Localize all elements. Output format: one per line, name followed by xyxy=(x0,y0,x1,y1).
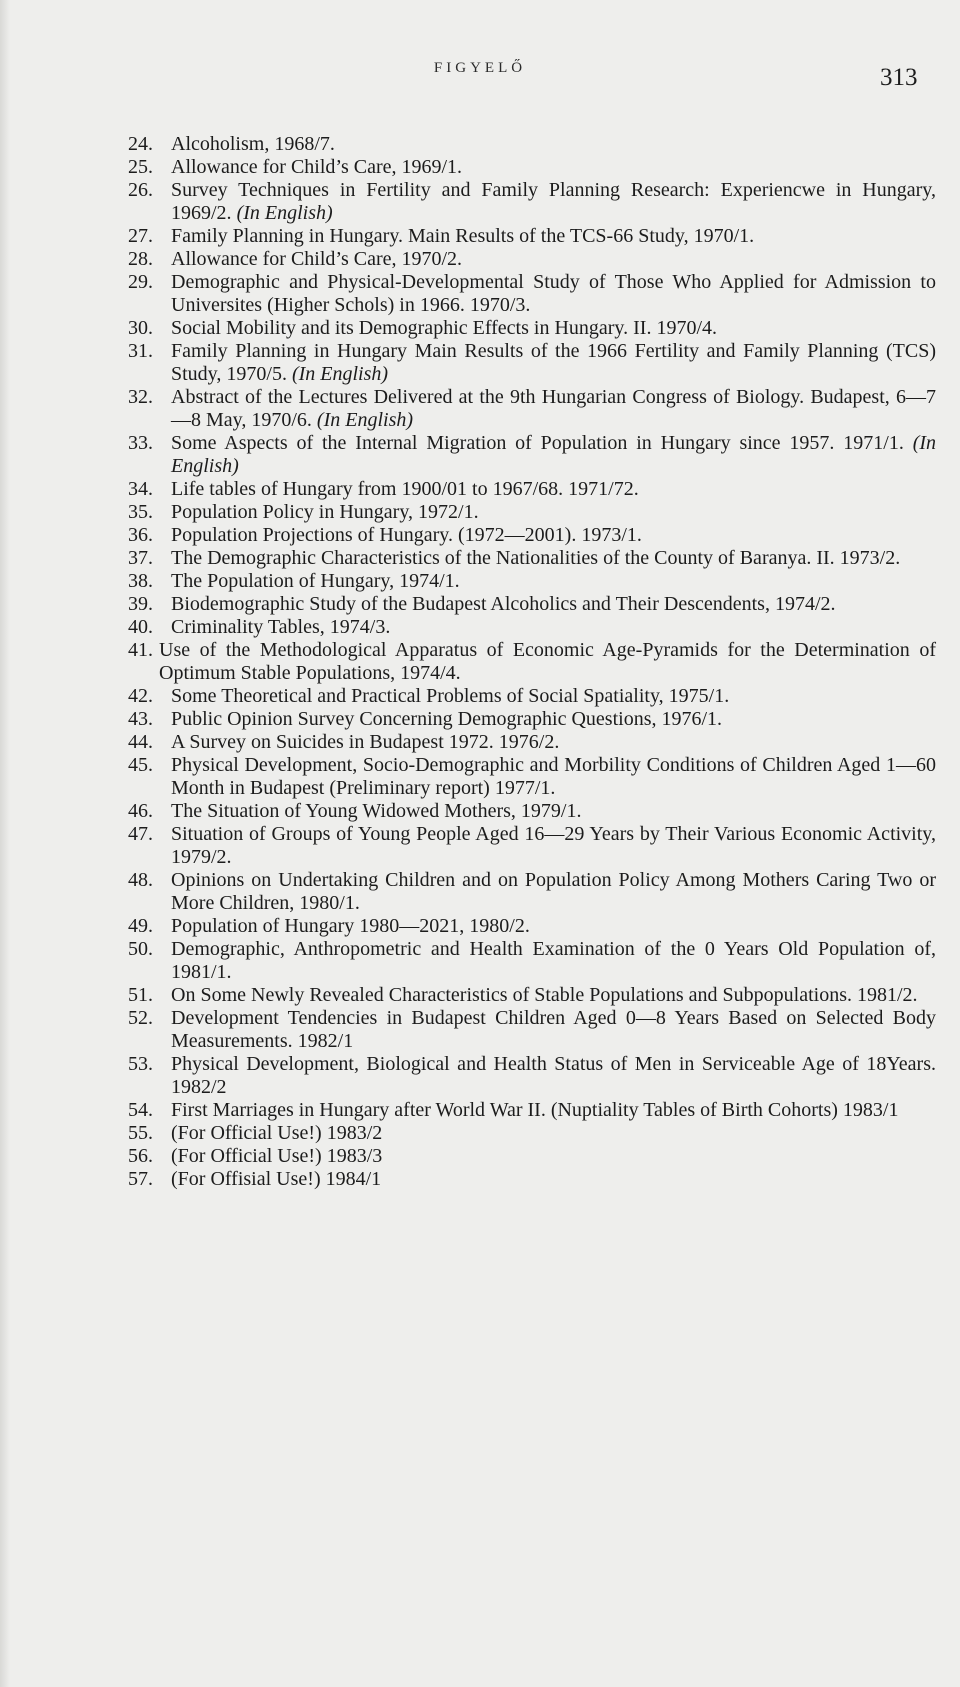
entry-title xyxy=(171,524,936,547)
entry-title xyxy=(171,133,936,156)
list-item xyxy=(128,570,936,593)
entry-number: 44. xyxy=(128,731,153,753)
page-number: 313 xyxy=(880,64,918,91)
entry-number: 41. xyxy=(128,639,153,661)
list-item xyxy=(128,133,936,156)
language-note: (In English) xyxy=(316,409,414,431)
entry-number: 39. xyxy=(128,593,153,615)
list-item xyxy=(128,754,936,800)
entry-text: (For Official Use!) 1983/2 xyxy=(171,1122,383,1144)
entry-title xyxy=(171,1099,936,1122)
entry-text: Use of the Methodological Apparatus of Economic Age-Pyramids for the Determination of Optimum Stable Populations, 1974/4. xyxy=(159,639,936,684)
entry-number: 50. xyxy=(128,938,153,960)
list-item xyxy=(128,248,936,271)
entry-number: 57. xyxy=(128,1168,153,1190)
page-edge-shadow xyxy=(0,0,10,1687)
entry-title xyxy=(171,248,936,271)
entry-text: The Demographic Characteristics of the Nationalities of the County of Baranya. II. 1973/2. xyxy=(171,547,901,569)
list-item xyxy=(128,225,936,248)
list-item xyxy=(128,547,936,570)
list-item xyxy=(128,616,936,639)
entry-title xyxy=(171,616,936,639)
language-note: (In English) xyxy=(236,202,333,224)
entry-title xyxy=(171,271,936,317)
entry-text: Some Aspects of the Internal Migration of Population in Hungary since 1957. 1971/1. xyxy=(171,432,904,454)
list-item xyxy=(128,271,936,317)
list-item xyxy=(128,432,936,478)
entry-text: Some Theoretical and Practical Problems of Social Spatiality, 1975/1. xyxy=(171,685,730,707)
entry-text: Allowance for Child’s Care, 1970/2. xyxy=(171,248,463,270)
entry-title xyxy=(171,156,936,179)
entry-number: 25. xyxy=(128,156,153,178)
list-item xyxy=(128,1099,936,1122)
entry-number: 33. xyxy=(128,432,153,454)
entry-title xyxy=(159,639,936,685)
entry-text: Public Opinion Survey Concerning Demographic Questions, 1976/1. xyxy=(171,708,723,730)
entry-title xyxy=(171,754,936,800)
entry-number: 31. xyxy=(128,340,153,362)
list-item xyxy=(128,685,936,708)
entry-title xyxy=(171,570,936,593)
entry-title xyxy=(171,685,936,708)
entry-text: Population Projections of Hungary. (1972—2001). 1973/1. xyxy=(171,524,642,546)
entry-text: Situation of Groups of Young People Aged 16—29 Years by Their Various Economic Activity, 1979/2. xyxy=(171,823,936,868)
entry-text: Family Planning in Hungary Main Results of the 1966 Fertility and Family Planning (TCS) Study, 1970/5. xyxy=(171,340,936,385)
list-item xyxy=(128,1122,936,1145)
list-item xyxy=(128,984,936,1007)
entry-title xyxy=(171,915,936,938)
entry-number: 56. xyxy=(128,1145,153,1167)
list-item xyxy=(128,179,936,225)
entry-title xyxy=(171,501,936,524)
entry-text: Criminality Tables, 1974/3. xyxy=(171,616,391,638)
entry-text: Allowance for Child’s Care, 1969/1. xyxy=(171,156,463,178)
entry-number: 34. xyxy=(128,478,153,500)
entry-text: (For Official Use!) 1983/3 xyxy=(171,1145,383,1167)
entry-text: On Some Newly Revealed Characteristics of Stable Populations and Subpopulations. 1981/2. xyxy=(171,984,918,1006)
entry-text: Family Planning in Hungary. Main Results of the TCS-66 Study, 1970/1. xyxy=(171,225,755,247)
entry-title xyxy=(171,1145,936,1168)
list-item xyxy=(128,501,936,524)
entry-number: 26. xyxy=(128,179,153,201)
entry-text: First Marriages in Hungary after World War II. (Nuptiality Tables of Birth Cohorts) 1983/1 xyxy=(171,1099,899,1121)
entry-title xyxy=(171,1168,936,1191)
publication-list xyxy=(128,133,936,1191)
entry-text: Physical Development, Biological and Health Status of Men in Serviceable Age of 18Years. 1982/2 xyxy=(171,1053,936,1098)
list-item xyxy=(128,800,936,823)
list-item xyxy=(128,478,936,501)
entry-title xyxy=(171,225,936,248)
entry-text: Population of Hungary 1980—2021, 1980/2. xyxy=(171,915,530,937)
running-head: FIGYELŐ xyxy=(433,60,527,76)
list-item xyxy=(128,1007,936,1053)
entry-text: Demographic and Physical-Developmental Study of Those Who Applied for Admission to Universites (Higher Schols) in 1966. 1970/3. xyxy=(171,271,936,316)
entry-number: 43. xyxy=(128,708,153,730)
entry-number: 27. xyxy=(128,225,153,247)
language-note: (In English) xyxy=(291,363,389,385)
list-item xyxy=(128,915,936,938)
list-item xyxy=(128,386,936,432)
entry-text: (For Offisial Use!) 1984/1 xyxy=(171,1168,382,1190)
entry-number: 54. xyxy=(128,1099,153,1121)
list-item xyxy=(128,869,936,915)
entry-text: Opinions on Undertaking Children and on Population Policy Among Mothers Caring Two or More Children, 1980/1. xyxy=(171,869,936,914)
entry-text: Life tables of Hungary from 1900/01 to 1967/68. 1971/72. xyxy=(171,478,639,500)
list-item xyxy=(128,524,936,547)
entry-text: Alcoholism, 1968/7. xyxy=(171,133,335,155)
list-item xyxy=(128,593,936,616)
entry-number: 49. xyxy=(128,915,153,937)
entry-number: 45. xyxy=(128,754,153,776)
entry-title xyxy=(171,708,936,731)
list-item xyxy=(128,1168,936,1191)
entry-title xyxy=(171,386,936,432)
entry-title xyxy=(171,1122,936,1145)
list-item xyxy=(128,731,936,754)
entry-title xyxy=(171,340,936,386)
entry-number: 36. xyxy=(128,524,153,546)
entry-number: 24. xyxy=(128,133,153,155)
list-item xyxy=(128,156,936,179)
entry-title xyxy=(171,593,936,616)
list-item xyxy=(128,938,936,984)
entry-text: Biodemographic Study of the Budapest Alcoholics and Their Descendents, 1974/2. xyxy=(171,593,836,615)
list-item xyxy=(128,708,936,731)
list-item xyxy=(128,639,936,685)
entry-title xyxy=(171,432,936,478)
entry-title xyxy=(171,547,936,570)
entry-title xyxy=(171,1053,936,1099)
entry-text: Social Mobility and its Demographic Effects in Hungary. II. 1970/4. xyxy=(171,317,718,339)
entry-text: Abstract of the Lectures Delivered at the 9th Hungarian Congress of Biology. Budapest, 6—7—8 May, 1970/6. xyxy=(171,386,936,431)
entry-text: Physical Development, Socio-Demographic and Morbility Conditions of Children Aged 1—60 Month in Budapest (Preliminary report) 1977/1. xyxy=(171,754,936,799)
entry-text: The Population of Hungary, 1974/1. xyxy=(171,570,460,592)
entry-number: 53. xyxy=(128,1053,153,1075)
entry-number: 51. xyxy=(128,984,153,1006)
entry-title xyxy=(171,938,936,984)
entry-text: The Situation of Young Widowed Mothers, 1979/1. xyxy=(171,800,582,822)
entry-title xyxy=(171,317,936,340)
entry-title xyxy=(171,869,936,915)
entry-number: 29. xyxy=(128,271,153,293)
list-item xyxy=(128,317,936,340)
list-item xyxy=(128,1145,936,1168)
entry-number: 40. xyxy=(128,616,153,638)
entry-title xyxy=(171,1007,936,1053)
entry-number: 42. xyxy=(128,685,153,707)
list-item xyxy=(128,1053,936,1099)
entry-number: 55. xyxy=(128,1122,153,1144)
entry-title xyxy=(171,731,936,754)
entry-number: 28. xyxy=(128,248,153,270)
entry-title xyxy=(171,823,936,869)
entry-number: 37. xyxy=(128,547,153,569)
entry-number: 30. xyxy=(128,317,153,339)
entry-number: 35. xyxy=(128,501,153,523)
entry-text: Survey Techniques in Fertility and Family Planning Research: Experiencwe in Hungary, 1969/2. xyxy=(171,179,936,224)
language-note: (In English) xyxy=(171,432,937,477)
list-item xyxy=(128,340,936,386)
entry-number: 38. xyxy=(128,570,153,592)
entry-number: 48. xyxy=(128,869,153,891)
entry-title xyxy=(171,478,936,501)
entry-number: 46. xyxy=(128,800,153,822)
entry-title xyxy=(171,984,936,1007)
entry-number: 52. xyxy=(128,1007,153,1029)
list-item xyxy=(128,823,936,869)
entry-title xyxy=(171,800,936,823)
entry-title xyxy=(171,179,936,225)
entry-number: 32. xyxy=(128,386,153,408)
entry-text: A Survey on Suicides in Budapest 1972. 1976/2. xyxy=(171,731,560,753)
entry-number: 47. xyxy=(128,823,153,845)
entry-text: Population Policy in Hungary, 1972/1. xyxy=(171,501,479,523)
entry-text: Demographic, Anthropometric and Health Examination of the 0 Years Old Population of, 1981/1. xyxy=(171,938,936,983)
entry-text: Development Tendencies in Budapest Children Aged 0—8 Years Based on Selected Body Measurements. 1982/1 xyxy=(171,1007,936,1052)
